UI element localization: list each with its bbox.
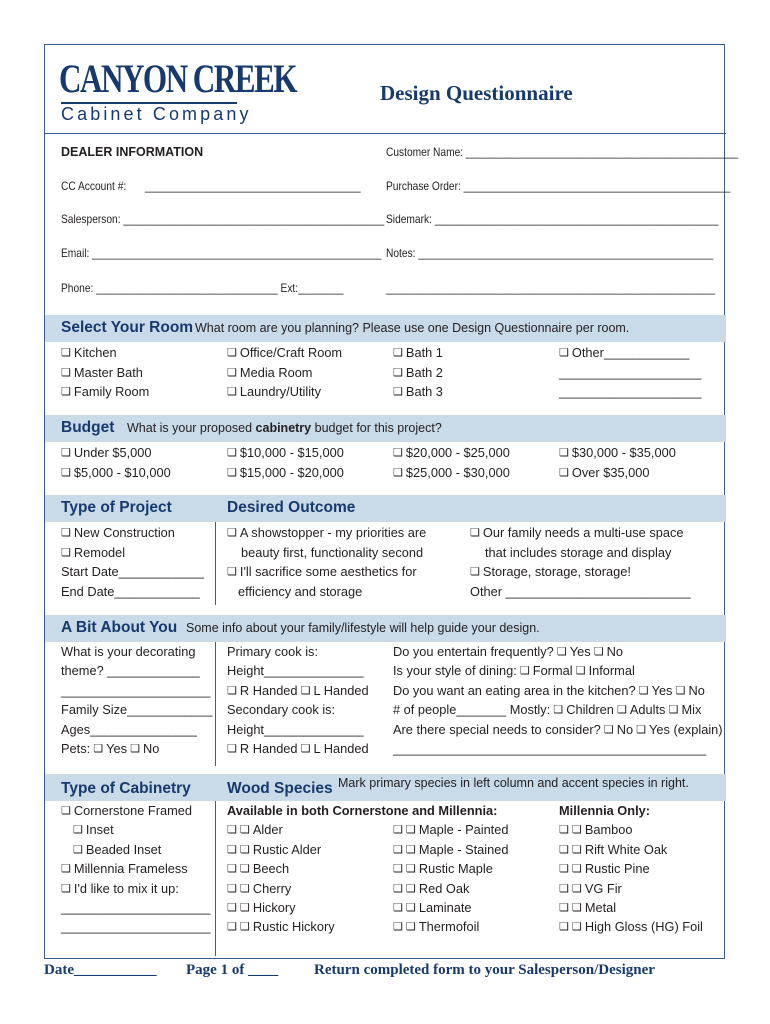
footer-page[interactable]: Page 1 of ____ [186, 962, 279, 978]
wood-option-label: Rustic Pine [584, 861, 650, 877]
checkbox-icon[interactable]: ❏ [571, 824, 585, 837]
email-field[interactable]: Email: ___________________________________________________ [61, 246, 382, 260]
checkbox-icon[interactable]: ❏ [393, 921, 406, 934]
about-field-label: theme? _____________ [61, 663, 200, 679]
checkbox-label: L Handed [313, 741, 369, 756]
checkbox-icon[interactable]: ❏ [227, 921, 240, 934]
checkbox-icon[interactable]: ❏ [61, 347, 74, 359]
wood-option[interactable] [393, 880, 470, 896]
checkbox-icon[interactable]: ❏ [227, 447, 240, 459]
about-field[interactable] [61, 704, 213, 717]
phone-field[interactable]: Phone: ________________________________ Ext:________ [61, 281, 344, 295]
project-option[interactable] [61, 527, 175, 540]
checkbox-icon[interactable]: ❏ [393, 347, 406, 359]
room-option-label: Kitchen [73, 345, 117, 360]
wood-option-label: Rustic Alder [252, 841, 322, 857]
checkbox-icon[interactable]: ❏ [297, 684, 314, 697]
start-date-field-label: Start Date____________ [61, 564, 205, 579]
end-date-field[interactable] [61, 583, 200, 599]
about-field[interactable] [61, 682, 211, 698]
wood-option-label: Beech [252, 861, 290, 877]
checkbox-icon[interactable]: ❏ [470, 527, 483, 539]
checkbox-icon[interactable]: ❏ [572, 665, 589, 678]
budget-option[interactable] [61, 464, 171, 480]
about-subtitle: Some info about your family/lifestyle will help guide your design. [186, 621, 540, 635]
checkbox-icon[interactable]: ❏ [559, 921, 572, 934]
special-needs-field[interactable] [393, 743, 706, 756]
wood-col-heading-label: Available in both Cornerstone and Millennia: [227, 803, 498, 818]
people-question-label: # of people_______ Mostly: [393, 702, 551, 718]
checkbox-icon[interactable]: ❏ [73, 824, 86, 837]
room-option[interactable] [61, 347, 117, 360]
checkbox-icon[interactable]: ❏ [590, 646, 607, 658]
cabinetry-option[interactable] [73, 841, 162, 857]
budget-option-label: $20,000 - $25,000 [405, 445, 510, 460]
room-option-label: Bath 3 [405, 384, 443, 399]
wood-option-label: Bamboo [584, 822, 633, 838]
checkbox-icon[interactable]: ❏ [393, 902, 406, 914]
room-blank-label: ____________________ [559, 384, 702, 399]
wood-option-label: Maple - Painted [418, 822, 509, 838]
budget-option-label: $5,000 - $10,000 [73, 464, 171, 480]
room-option[interactable] [393, 347, 443, 360]
wood-option[interactable] [227, 902, 296, 915]
checkbox-icon[interactable]: ❏ [61, 863, 74, 876]
sidemark-field[interactable]: Sidemark: __________________________________________________ [386, 212, 719, 226]
notes-field-line2[interactable]: __________________________________________________________ [386, 281, 716, 295]
checkbox-label: No [616, 721, 634, 737]
checkbox-icon[interactable]: ❏ [239, 902, 253, 914]
wood-option[interactable] [227, 841, 322, 857]
outcome-option[interactable] [470, 566, 631, 579]
checkbox-icon[interactable]: ❏ [61, 805, 74, 817]
about-field [61, 646, 195, 659]
checkbox-icon[interactable]: ❏ [559, 863, 572, 876]
handed-option-label: R Handed [239, 682, 298, 698]
cabinetry-option-label: Inset [85, 822, 114, 838]
checkbox-icon[interactable]: ❏ [516, 665, 533, 678]
checkbox-icon[interactable]: ❏ [393, 366, 406, 379]
purchase-order-field[interactable]: Purchase Order: _______________________________________________ [386, 179, 731, 193]
primary-cook [227, 646, 318, 659]
checkbox-label: Yes [569, 644, 591, 659]
wood-option-label: Rustic Maple [418, 861, 493, 877]
budget-option-label: Over $35,000 [571, 464, 650, 480]
entertain-question-label: Do you entertain frequently? [393, 644, 554, 659]
room-option-label: Master Bath [73, 364, 143, 380]
checkbox-icon[interactable]: ❏ [239, 863, 253, 876]
checkbox-icon[interactable]: ❏ [635, 684, 652, 697]
company-logo-subtitle: Cabinet Company [61, 104, 252, 124]
outcome-text [238, 583, 363, 599]
checkbox-icon[interactable]: ❏ [61, 546, 74, 559]
checkbox-icon[interactable]: ❏ [559, 447, 572, 459]
budget-subtitle: What is your proposed cabinetry budget for this project? [127, 421, 442, 435]
cabinetry-title: Type of Cabinetry [61, 780, 191, 797]
outcome-option-label: I'll sacrifice some aesthetics for [239, 564, 417, 579]
checkbox-icon[interactable]: ❏ [90, 743, 107, 755]
checkbox-icon[interactable]: ❏ [571, 863, 585, 876]
checkbox-icon[interactable]: ❏ [227, 824, 240, 837]
wood-option[interactable] [393, 841, 509, 857]
checkbox-icon[interactable]: ❏ [297, 743, 314, 755]
wood-option[interactable] [559, 921, 703, 934]
section-divider [215, 522, 216, 605]
checkbox-icon[interactable]: ❏ [393, 863, 406, 876]
checkbox-icon[interactable]: ❏ [73, 843, 86, 856]
about-field[interactable] [61, 665, 200, 678]
handed-option-label: R Handed [239, 741, 298, 756]
budget-title: Budget [61, 419, 115, 436]
checkbox-icon[interactable]: ❏ [239, 843, 253, 856]
checkbox-icon[interactable]: ❏ [405, 921, 419, 934]
room-option[interactable] [227, 347, 342, 360]
pets-field-label: Pets: [61, 741, 91, 756]
room-option-label: Family Room [73, 384, 150, 399]
checkbox-label: Children [566, 702, 614, 718]
room-option[interactable] [393, 386, 443, 399]
checkbox-label: Yes [651, 682, 673, 698]
room-option[interactable] [393, 364, 443, 380]
checkbox-icon[interactable]: ❏ [127, 743, 144, 755]
budget-option[interactable] [559, 447, 676, 460]
room-option-label: Media Room [239, 364, 313, 380]
checkbox-icon[interactable]: ❏ [227, 466, 240, 479]
wood-col-heading-label: Millennia Only: [559, 803, 651, 818]
section-divider [215, 642, 216, 766]
checkbox-icon[interactable]: ❏ [665, 704, 682, 717]
height-field-label: Height______________ [227, 721, 364, 737]
outcome-option-label: Storage, storage, storage! [482, 564, 631, 579]
outcome-text-label: beauty first, functionality second [241, 544, 424, 560]
outcome-title: Desired Outcome [227, 499, 356, 516]
room-blank-label: ____________________ [559, 364, 702, 380]
room-blank[interactable] [559, 364, 702, 380]
height-field[interactable] [227, 721, 364, 737]
handed-option[interactable] [227, 682, 369, 698]
project-outcome-band [45, 495, 726, 522]
outcome-option[interactable] [470, 527, 684, 540]
wood-option[interactable] [393, 921, 479, 934]
budget-band [45, 415, 726, 442]
cabinetry-option-label: Millennia Frameless [73, 861, 188, 877]
checkbox-icon[interactable]: ❏ [61, 366, 74, 379]
about-band [45, 615, 726, 642]
cc-account-field[interactable]: ______________________________________ [145, 179, 361, 193]
checkbox-icon[interactable]: ❏ [405, 882, 419, 895]
checkbox-icon[interactable]: ❏ [393, 882, 406, 895]
select-room-band [45, 315, 726, 342]
about-field-label: What is your decorating [61, 644, 196, 659]
room-option[interactable] [61, 386, 149, 399]
checkbox-icon[interactable]: ❏ [571, 882, 585, 895]
room-option[interactable] [227, 386, 321, 399]
handed-option[interactable] [227, 743, 369, 756]
budget-option-label: $15,000 - $20,000 [239, 464, 344, 480]
cc-account-label: CC Account #: [61, 179, 127, 193]
checkbox-icon[interactable]: ❏ [227, 386, 240, 398]
checkbox-icon[interactable]: ❏ [61, 527, 74, 539]
budget-option[interactable] [61, 447, 151, 460]
end-date-field-label: End Date____________ [61, 583, 200, 599]
checkbox-icon[interactable]: ❏ [227, 566, 240, 578]
checkbox-icon[interactable]: ❏ [61, 466, 74, 479]
footer-date[interactable]: Date___________ [44, 962, 157, 978]
room-option[interactable] [61, 364, 143, 380]
budget-option-label: Under $5,000 [73, 445, 152, 460]
wood-subtitle: Mark primary species in left column and accent species in right. [338, 776, 689, 790]
wood-option[interactable] [393, 863, 493, 876]
dining-question [393, 665, 635, 678]
checkbox-icon[interactable]: ❏ [393, 386, 406, 398]
notes-field[interactable]: Notes: ____________________________________________________ [386, 246, 714, 260]
entertain-question [393, 646, 623, 659]
wood-title: Wood Species [227, 780, 333, 797]
cabinetry-option[interactable] [73, 824, 114, 837]
height-field-label: Height______________ [227, 663, 364, 679]
outcome-text [241, 544, 424, 560]
wood-option[interactable] [393, 824, 508, 837]
wood-option[interactable] [227, 863, 289, 876]
checkbox-label: L Handed [313, 682, 369, 698]
wood-option[interactable] [559, 880, 622, 896]
checkbox-label: Adults [629, 702, 666, 718]
primary-cook-label: Primary cook is: [227, 644, 319, 659]
cabinetry-option-label: Cornerstone Framed [73, 803, 192, 818]
wood-col-heading [227, 805, 497, 818]
project-title: Type of Project [61, 499, 172, 516]
form-header [45, 45, 726, 134]
room-option-label: Bath 1 [405, 345, 443, 360]
outcome-option-label: A showstopper - my priorities are [239, 525, 427, 540]
checkbox-icon[interactable]: ❏ [559, 902, 572, 914]
checkbox-icon[interactable]: ❏ [405, 824, 419, 837]
checkbox-icon[interactable]: ❏ [227, 684, 240, 697]
checkbox-icon[interactable]: ❏ [571, 843, 585, 856]
wood-option-label: Cherry [252, 880, 292, 896]
checkbox-label: Yes [106, 741, 128, 756]
room-option-label: Laundry/Utility [239, 384, 322, 399]
outcome-other-field-label: Other __________________________ [470, 583, 691, 599]
checkbox-icon[interactable]: ❏ [227, 843, 240, 856]
salesperson-field[interactable]: Salesperson: ______________________________________________ [61, 212, 385, 226]
height-field[interactable] [227, 665, 364, 678]
wood-option[interactable] [559, 863, 650, 876]
footer-return: Return completed form to your Salesperson/Designer [314, 962, 655, 978]
budget-option-label: $10,000 - $15,000 [239, 445, 344, 460]
checkbox-icon[interactable]: ❏ [571, 921, 585, 934]
checkbox-icon[interactable]: ❏ [227, 882, 240, 895]
budget-option[interactable] [559, 464, 650, 480]
budget-option[interactable] [393, 447, 510, 460]
checkbox-icon[interactable]: ❏ [550, 704, 567, 717]
checkbox-icon[interactable]: ❏ [227, 863, 240, 876]
section-divider [215, 801, 216, 956]
select-room-subtitle: What room are you planning? Please use one Design Questionnaire per room. [195, 321, 630, 335]
outcome-option[interactable] [227, 566, 417, 579]
checkbox-icon[interactable]: ❏ [393, 843, 406, 856]
form-frame [44, 44, 739, 959]
checkbox-icon[interactable]: ❏ [613, 704, 630, 717]
outcome-text-label: efficiency and storage [238, 583, 363, 599]
cabinetry-option-label: I'd like to mix it up: [73, 880, 179, 896]
about-title: A Bit About You [61, 619, 178, 636]
checkbox-icon[interactable]: ❏ [393, 466, 406, 479]
checkbox-icon[interactable]: ❏ [672, 684, 689, 697]
secondary-cook-label: Secondary cook is: [227, 702, 336, 718]
eating-area-question-label: Do you want an eating area in the kitchen? [393, 682, 636, 698]
dining-question-label: Is your style of dining: [393, 663, 517, 679]
wood-option[interactable] [227, 880, 292, 896]
checkbox-icon[interactable]: ❏ [405, 902, 419, 914]
room-other[interactable] [559, 347, 689, 360]
checkbox-icon[interactable]: ❏ [559, 347, 572, 359]
checkbox-label: No [606, 644, 623, 659]
outcome-option-label: Our family needs a multi-use space [482, 525, 684, 540]
checkbox-icon[interactable]: ❏ [61, 447, 74, 459]
document-title: Design Questionnaire [380, 81, 573, 105]
checkbox-icon[interactable]: ❏ [61, 882, 74, 895]
wood-option-label: VG Fir [584, 880, 622, 896]
checkbox-icon[interactable]: ❏ [227, 743, 240, 755]
checkbox-icon[interactable]: ❏ [559, 824, 572, 837]
budget-option[interactable] [227, 447, 344, 460]
about-field-label: Ages_______________ [61, 721, 197, 737]
cabinetry-blank-label: _____________________ [61, 900, 211, 915]
wood-col-heading [559, 805, 650, 818]
dealer-info-heading: DEALER INFORMATION [61, 145, 204, 159]
special-needs-field-label: ____________________________________________ [393, 741, 707, 756]
wood-option-label: Rift White Oak [584, 841, 668, 857]
about-field-label: Family Size____________ [61, 702, 213, 718]
start-date-field[interactable] [61, 566, 204, 579]
checkbox-icon[interactable]: ❏ [600, 723, 617, 736]
budget-option[interactable] [393, 464, 510, 480]
room-other-label: Other____________ [571, 345, 690, 360]
room-option-label: Bath 2 [405, 364, 443, 380]
wood-option[interactable] [559, 841, 668, 857]
cabinetry-option[interactable] [61, 880, 179, 896]
budget-option-label: $25,000 - $30,000 [405, 464, 510, 480]
checkbox-label: Informal [588, 663, 635, 679]
checkbox-icon[interactable]: ❏ [61, 386, 74, 398]
wood-option-label: Rustic Hickory [252, 919, 335, 935]
checkbox-icon[interactable]: ❏ [239, 824, 253, 837]
customer-name-field[interactable]: Customer Name: ________________________________________________ [386, 145, 739, 159]
checkbox-icon[interactable]: ❏ [553, 646, 570, 658]
special-needs-question [393, 721, 723, 737]
cabinetry-wood-band [45, 774, 726, 801]
checkbox-icon[interactable]: ❏ [405, 863, 419, 876]
project-option[interactable] [61, 544, 126, 560]
room-blank[interactable] [559, 386, 701, 399]
wood-option[interactable] [227, 824, 283, 837]
checkbox-icon[interactable]: ❏ [559, 843, 572, 856]
wood-option[interactable] [393, 902, 472, 915]
checkbox-icon[interactable]: ❏ [571, 902, 585, 914]
people-question [393, 704, 701, 717]
company-logo: CANYON CREEK [59, 56, 296, 101]
wood-option-label: Thermofoil [418, 919, 480, 935]
wood-option[interactable] [559, 902, 616, 915]
checkbox-icon[interactable]: ❏ [227, 366, 240, 379]
select-room-title: Select Your Room [61, 319, 194, 336]
wood-option-label: Alder [252, 822, 283, 838]
checkbox-icon[interactable]: ❏ [559, 882, 572, 895]
outcome-text [485, 544, 672, 560]
wood-option[interactable] [559, 824, 633, 837]
outcome-option[interactable] [227, 527, 426, 540]
wood-option-label: Metal [584, 900, 617, 915]
secondary-cook [227, 704, 335, 717]
checkbox-label: Formal [532, 663, 573, 679]
cabinetry-option[interactable] [61, 863, 188, 876]
special-needs-question-label: Are there special needs to consider? [393, 721, 601, 737]
cabinetry-blank[interactable] [61, 921, 210, 934]
checkbox-label: Yes (explain) [649, 721, 723, 737]
cabinetry-option[interactable] [61, 805, 192, 818]
checkbox-icon[interactable]: ❏ [559, 466, 572, 479]
room-option[interactable] [227, 364, 313, 380]
checkbox-label: No [688, 682, 705, 698]
project-option-label: Remodel [73, 544, 126, 560]
about-field[interactable] [61, 721, 197, 737]
checkbox-icon[interactable]: ❏ [239, 882, 253, 895]
cabinetry-option-label: Beaded Inset [85, 841, 162, 857]
project-option-label: New Construction [73, 525, 175, 540]
checkbox-icon[interactable]: ❏ [393, 824, 406, 837]
wood-option-label: Red Oak [418, 880, 470, 896]
wood-option[interactable] [227, 921, 335, 934]
budget-option-label: $30,000 - $35,000 [571, 445, 676, 460]
cabinetry-blank-label: _____________________ [61, 919, 211, 935]
wood-option-label: Laminate [418, 900, 472, 915]
wood-option-label: High Gloss (HG) Foil [584, 919, 703, 935]
checkbox-icon[interactable]: ❏ [227, 902, 240, 914]
eating-area-question [393, 682, 705, 698]
checkbox-icon[interactable]: ❏ [633, 723, 650, 736]
checkbox-icon[interactable]: ❏ [227, 527, 240, 539]
outcome-other-field[interactable] [470, 583, 691, 599]
room-option-label: Office/Craft Room [239, 345, 343, 360]
outcome-text-label: that includes storage and display [485, 544, 672, 560]
checkbox-label: No [143, 741, 160, 756]
budget-option[interactable] [227, 464, 344, 480]
wood-option-label: Hickory [252, 900, 296, 915]
pets-field [61, 743, 159, 756]
checkbox-icon[interactable]: ❏ [239, 921, 253, 934]
checkbox-icon[interactable]: ❏ [405, 843, 419, 856]
about-field-label: _____________________ [61, 682, 211, 698]
cabinetry-blank[interactable] [61, 902, 210, 915]
checkbox-icon[interactable]: ❏ [470, 566, 483, 578]
checkbox-icon[interactable]: ❏ [393, 447, 406, 459]
checkbox-label: Mix [681, 702, 702, 718]
wood-option-label: Maple - Stained [418, 841, 509, 857]
checkbox-icon[interactable]: ❏ [227, 347, 240, 359]
